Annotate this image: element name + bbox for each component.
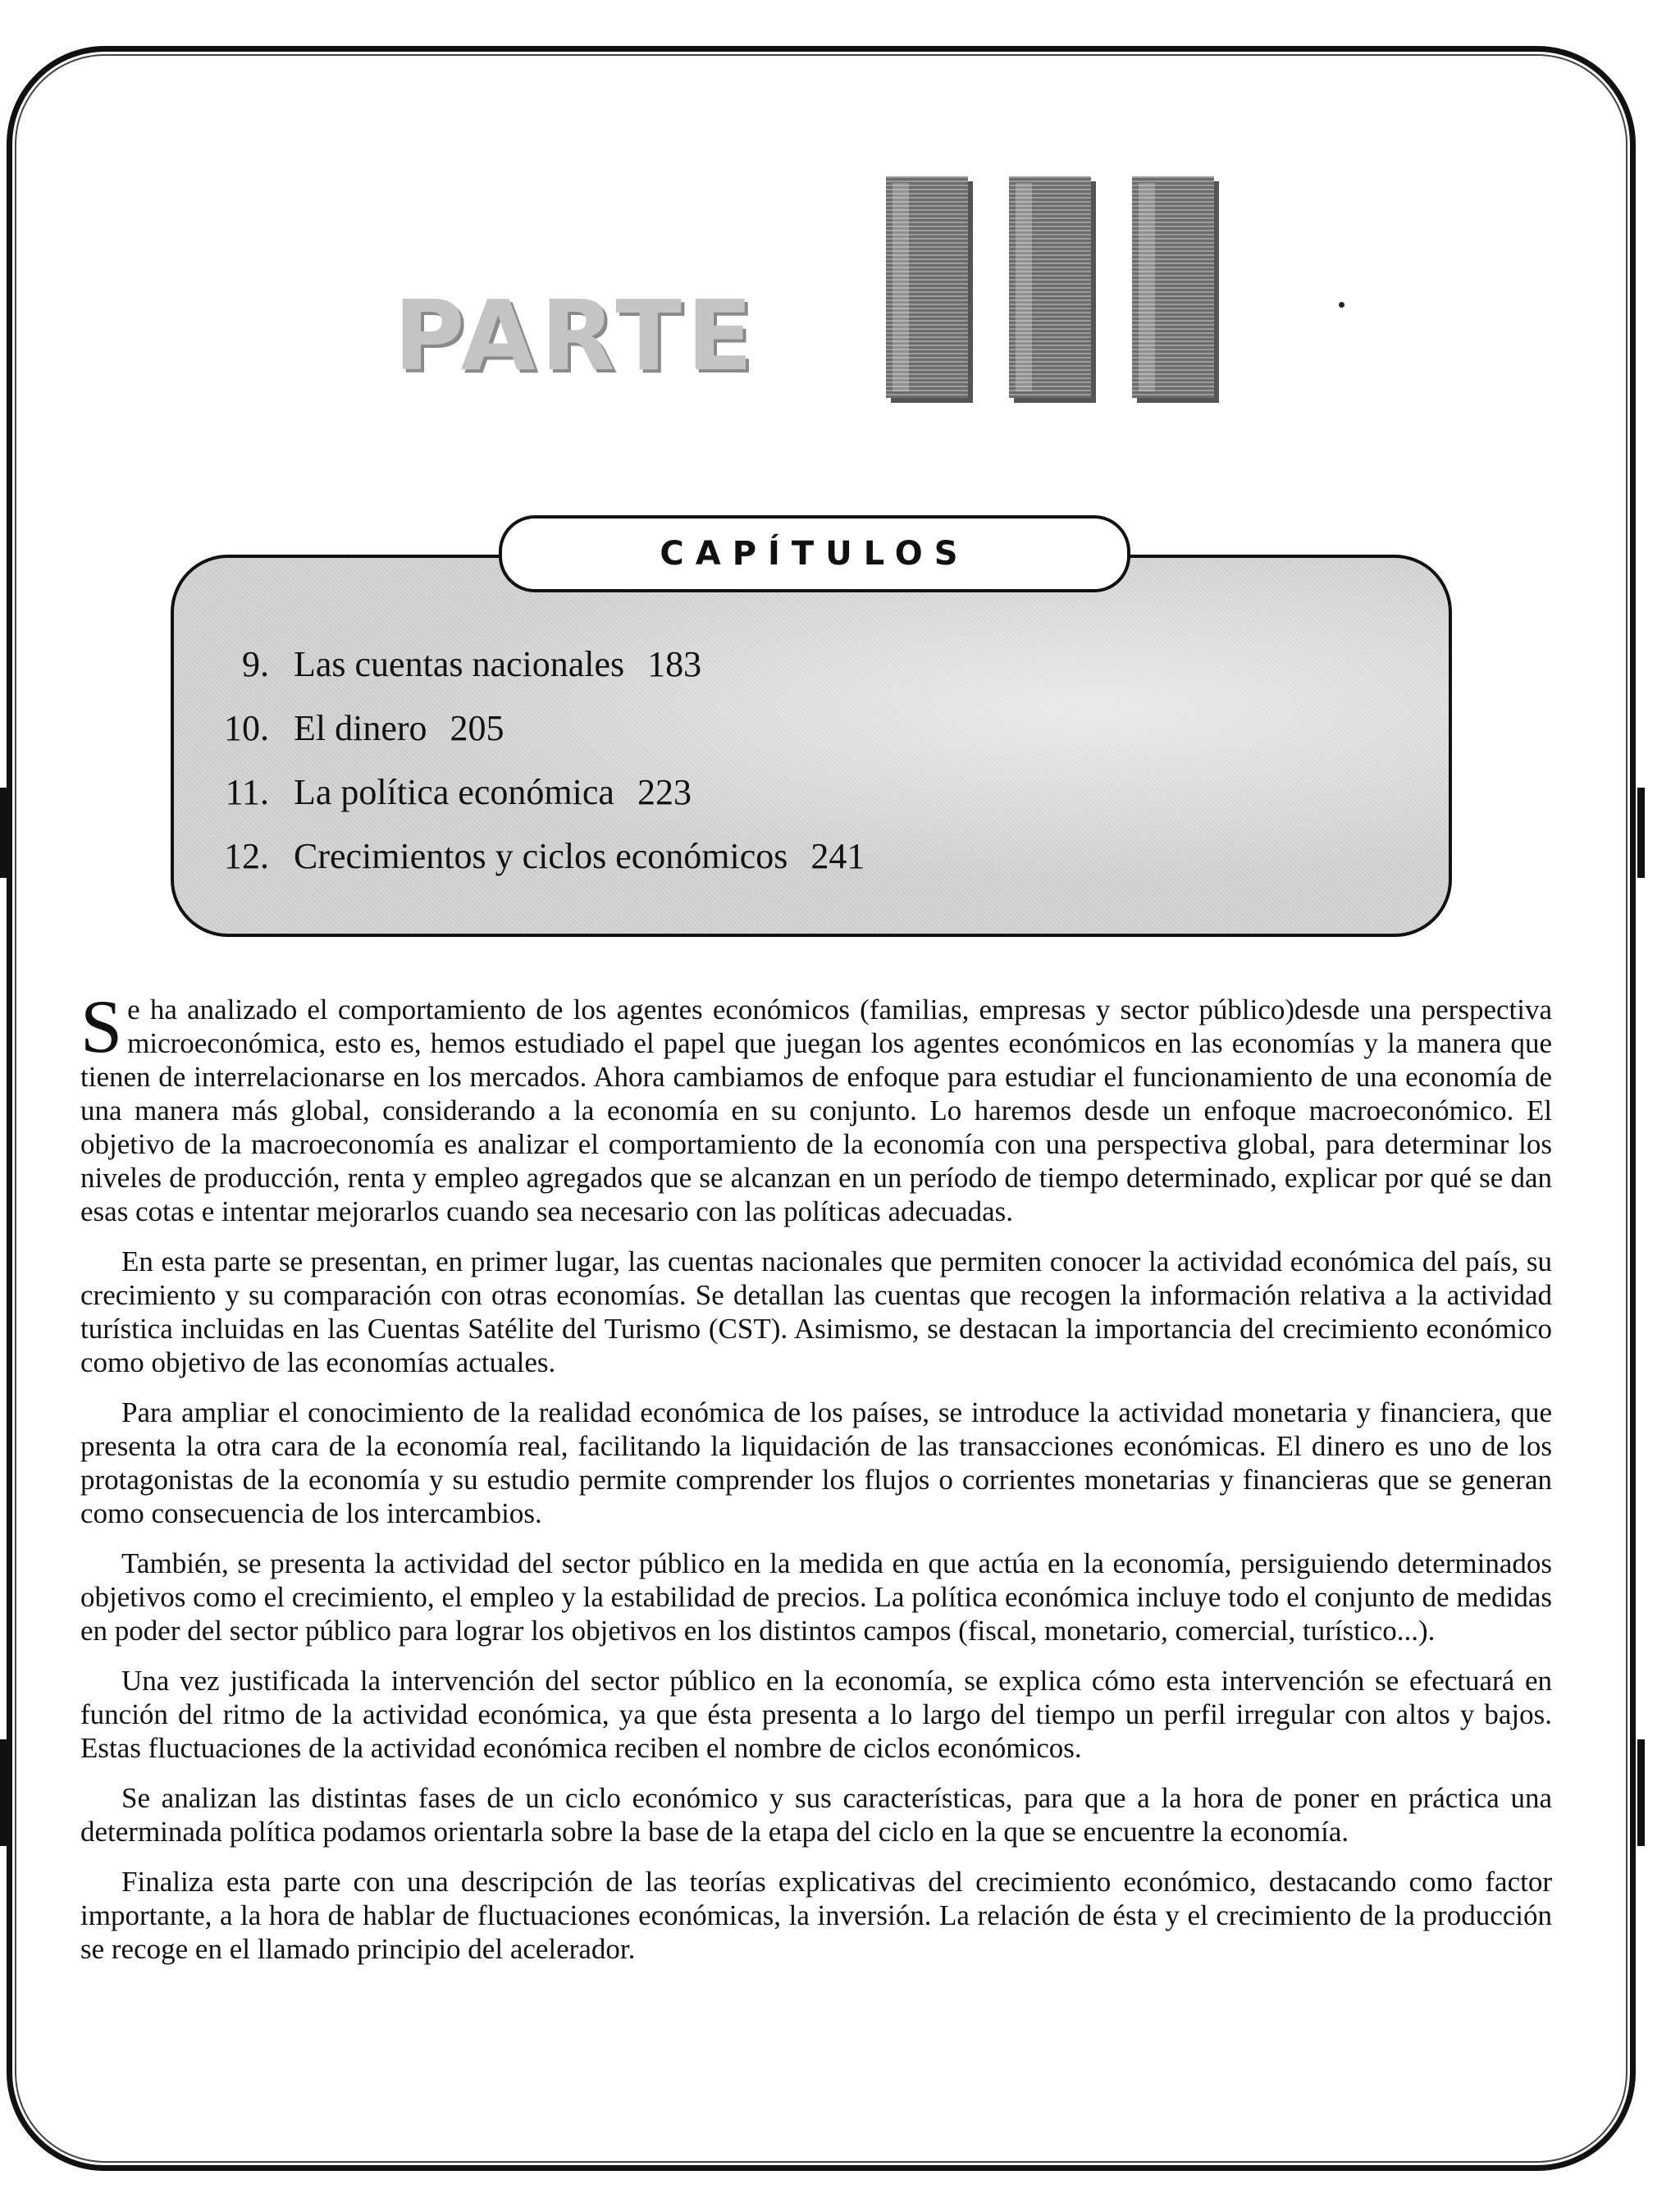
chapter-number: 10. [224,707,269,748]
numeral-stroke-3 [1132,176,1214,398]
intro-paragraph: Se analizan las distintas fases de un ciclo económico y sus características, para que a la hora de poner en práctica una determinada política podamos orientarla sobre la base de la etapa del ciclo en la que se encuentre la economía. [80,1782,1552,1848]
chapter-title: Las cuentas nacionales [294,643,625,684]
chapter-item[interactable] [187,824,865,888]
right-edge-bar-bottom [1637,1739,1645,1846]
intro-paragraph: También, se presenta la actividad del sector público en la medida en que actúa en la economía, persiguiendo determinados objetivos como el crecimiento, el empleo y la estabilidad de precios. La política económica incluye todo el conjunto de medidas en poder del sector público para lograr los objetivos en los distintos campos (fiscal, monetario, comercial, turístico...). [80,1547,1552,1647]
chapter-item[interactable] [187,760,865,824]
chapter-item[interactable] [187,632,865,696]
right-edge-bar-top [1637,788,1645,878]
left-edge-bar-top [0,788,7,878]
intro-paragraph: Una vez justificada la intervención del sector público en la economía, se explica cómo esta intervención se efectuará en función del ritmo de la actividad económica, ya que ésta presenta a lo largo del tiempo un perfil irregular con altos y bajos. Estas fluctuaciones de la actividad económica reciben el nombre de ciclos económicos. [80,1665,1552,1764]
chapter-list [187,632,865,888]
paragraph-text: e ha analizado el comportamiento de los agentes económicos (familias, empresas y sector público)desde una perspectiva microeconómica, esto es, hemos estudiado el papel que juegan los agentes económicos en las economías y la manera que tienen de interrelacionarse en los mercados. Ahora cambiamos de enfoque para estudiar el funcionamiento de una economía de una manera más global, considerando a la economía en su conjunto. Lo haremos desde un enfoque macroeconómico. El objetivo de la macroeconomía es analizar el comportamiento de la economía con una perspectiva global, para determinar los niveles de producción, renta y empleo agregados que se alcanzan en un período de tiempo determinado, explicar por qué se dan esas cotas e intentar mejorarlos cuando sea necesario con las políticas adecuadas. [80,994,1552,1227]
chapter-number: 11. [225,771,269,812]
part-title [394,176,1362,398]
speck-mark [1339,302,1344,308]
chapter-page: 183 [647,643,702,684]
part-numeral-graphic [886,176,1230,398]
drop-cap: S [80,985,123,1068]
intro-text [80,985,1552,1982]
chapter-title: La política económica [294,771,614,812]
left-edge-bar-bottom [0,1739,7,1846]
numeral-stroke-1 [886,176,968,398]
numeral-stroke-2 [1009,176,1091,398]
chapter-title: Crecimientos y ciclos económicos [294,835,788,876]
intro-paragraph: En esta parte se presentan, en primer lugar, las cuentas nacionales que permiten conocer la actividad económica del país, su crecimiento y su comparación con otras economías. Se detallan las cuentas que recogen la información relativa a la actividad turística incluidas en las Cuentas Satélite del Turismo (CST). Asimismo, se destacan la importancia del crecimiento económico como objetivo de las economías actuales. [80,1245,1552,1378]
chapter-item[interactable] [187,696,865,760]
chapter-number: 9. [242,643,269,684]
chapter-page: 205 [450,707,504,748]
chapters-heading: CAPÍTULOS [499,515,1130,592]
chapter-title: El dinero [294,707,427,748]
chapter-page: 241 [810,835,865,876]
chapter-page: 223 [637,771,692,812]
intro-paragraph: Finaliza esta parte con una descripción de las teorías explicativas del crecimiento económico, destacando como factor importante, a la hora de hablar de fluctuaciones económicas, la inversión. La relación de ésta y el crecimiento de la producción se recoge en el llamado principio del acelerador. [80,1866,1552,1965]
chapter-number: 12. [224,835,269,876]
intro-paragraph [80,985,1552,1228]
parte-label: PARTE [394,279,758,392]
intro-paragraph: Para ampliar el conocimiento de la realidad económica de los países, se introduce la actividad monetaria y financiera, que presenta la otra cara de la economía real, facilitando la liquidación de las transacciones económicas. El dinero es uno de los protagonistas de la economía y su estudio permite comprender los flujos o corrientes monetarias y financieras que se generan como consecuencia de los intercambios. [80,1396,1552,1529]
